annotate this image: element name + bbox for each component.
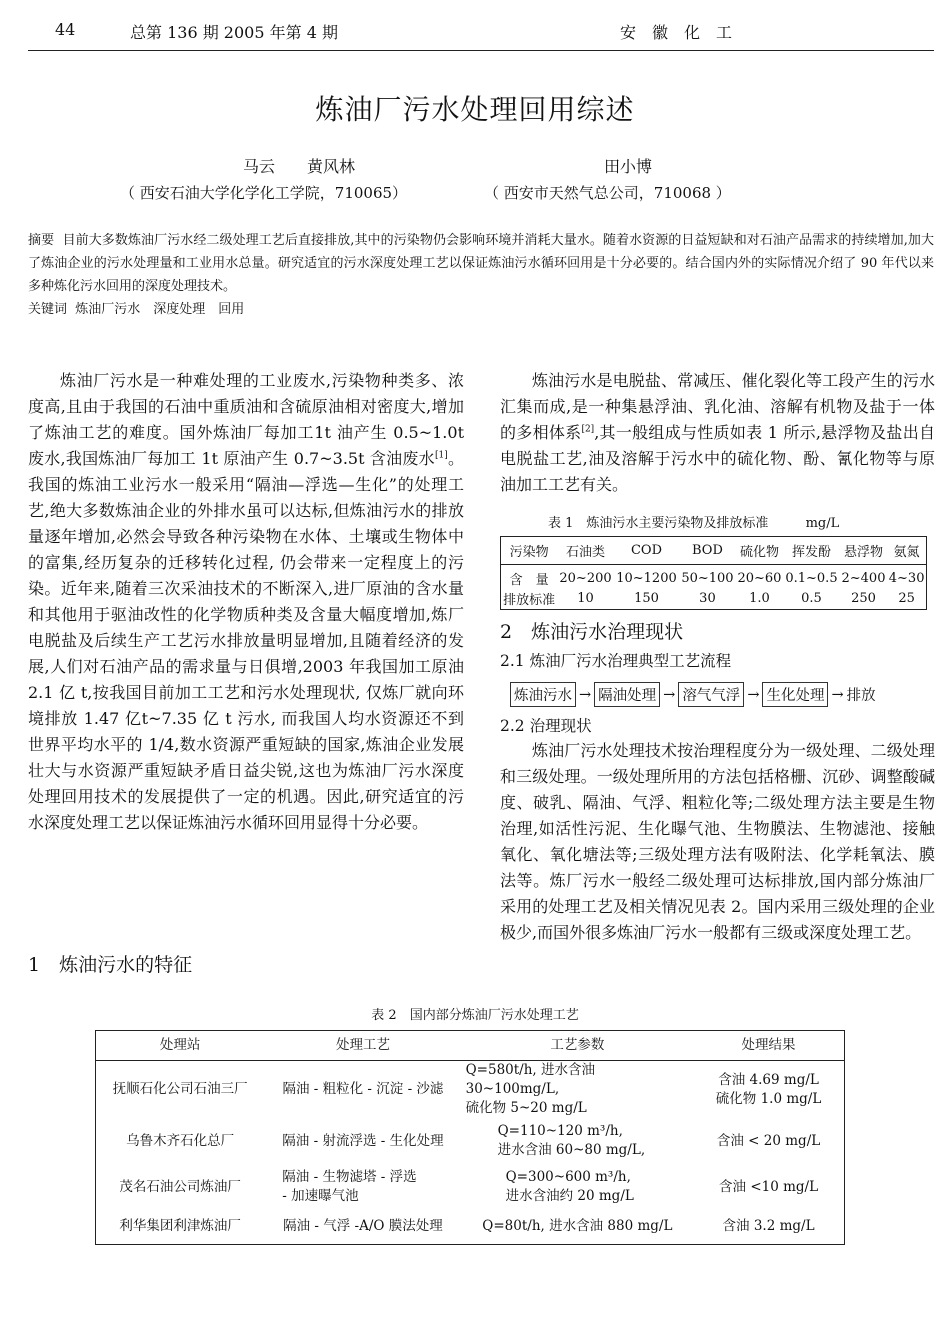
t1-cell: 20~60 <box>737 571 782 586</box>
paper-title: 炼油厂污水处理回用综述 <box>315 93 635 126</box>
left-column <box>28 368 464 836</box>
flow-step: 隔油处理 <box>594 682 660 707</box>
flow-end: 排放 <box>846 688 876 704</box>
keywords-text: 炼油厂污水 深度处理 回用 <box>75 302 245 317</box>
t1-cell: 0.1~0.5 <box>785 571 838 586</box>
citation-1: [1] <box>434 450 448 461</box>
t1-cell: 250 <box>851 590 876 606</box>
table1-unit: mg/L <box>805 516 840 531</box>
t1-cell: 30 <box>699 590 716 606</box>
t1-header: 硫化物 <box>739 545 779 560</box>
t2-params: Q=300~600 m³/h, 进水含油约 20 mg/L <box>505 1169 634 1204</box>
page-number: 44 <box>55 20 76 39</box>
arrow-right-icon: → <box>747 686 760 703</box>
authors-right: 田小博 <box>604 157 653 176</box>
table-row <box>96 1061 845 1119</box>
table1-caption: 表 1 炼油污水主要污染物及排放标准 mg/L <box>548 516 840 531</box>
section-2-2-heading: 2.2 治理现状 <box>500 717 592 735</box>
t1-cell: 50~100 <box>681 571 734 586</box>
t1-header: 石油类 <box>566 545 606 560</box>
flow-step: 炼油污水 <box>510 682 576 707</box>
right-paragraph-2-block <box>500 738 935 946</box>
t1-cell: 2~400 <box>841 571 886 586</box>
t2-header: 处理站 <box>159 1037 201 1053</box>
table-row <box>96 1210 845 1244</box>
t2-params: Q=80t/h, 进水含油 880 mg/L <box>482 1218 673 1235</box>
t1-cell: 25 <box>898 590 915 606</box>
table2 <box>95 1030 845 1245</box>
t1-cell: 10 <box>577 590 594 606</box>
t2-result: 含油 4.69 mg/L 硫化物 1.0 mg/L <box>715 1071 822 1107</box>
t1-cell: 0.5 <box>801 590 822 606</box>
t1-header: 悬浮物 <box>843 545 883 560</box>
t1-cell: 150 <box>634 590 659 606</box>
t2-header: 处理结果 <box>741 1037 796 1053</box>
t2-header: 工艺参数 <box>550 1037 605 1053</box>
header-rule <box>28 50 934 51</box>
t1-cell: 10~1200 <box>616 571 677 586</box>
abstract <box>28 229 934 321</box>
t2-station: 抚顺石化公司石油三厂 <box>112 1081 248 1097</box>
t1-header: 污染物 <box>509 545 549 560</box>
flow-step: 生化处理 <box>762 682 828 707</box>
keywords-label: 关键词 <box>28 302 68 317</box>
t1-row-label: 含 量 <box>509 573 549 588</box>
t1-cell: 20~200 <box>559 571 612 586</box>
t1-header: 氨氮 <box>893 545 920 560</box>
left-paragraph-1: 炼油厂污水是一种难处理的工业废水,污染物种类多、浓度高,且由于我国的石油中重质油和含硫原油相对密度大,增加了炼油工艺的难度。国外炼油厂每加工1t 油产生 0.5~1.0t 废水,我国炼油厂每加工 1t 原油产生 0.7~3.5t 含油废水[1]。我国的炼油工业污水一般采用“隔油—浮选—生化”的处理工艺,绝大多数炼油企业的外排水虽可以达标,但炼油污水的排放量逐年增加,必然会导致各种污染物在水体、土壤或生物体中的富集,经历复杂的迁移转化过程, 仍会带来一定程度上的污染。近年来,随着三次采油技术的不断深入,进厂原油的含水量和其他用于驱油改性的化学物质种类及含量大幅度增加,炼厂电脱盐及后续生产工艺污水排放量明显增加,且随着经济的发展,人们对石油产品的需求量与日俱增,2003 年我国加工原油 2.1 亿 t,按我国目前加工工艺和污水处理现状, 仅炼厂就向环境排放 1.47 亿t~7.35 亿 t 污水, 而我国人均水资源还不到世界平均水平的 1/4,数水资源严重短缺的国家,炼油企业发展壮大与水资源严重短缺矛盾日益尖锐,这也为炼油厂污水深度处理回用技术的发展提供了一定的机遇。因此,研究适宜的污水深度处理工艺以保证炼油污水循环回用显得十分必要。 <box>28 371 464 832</box>
process-flow <box>510 682 876 707</box>
t1-header: 挥发酚 <box>791 545 831 560</box>
t2-process: 隔油 - 射流浮选 - 生化处理 <box>282 1132 444 1149</box>
table1 <box>500 536 927 610</box>
affiliation-right: （ 西安市天然气总公司，710068 ） <box>484 184 731 202</box>
t2-header: 处理工艺 <box>335 1037 390 1053</box>
right-paragraph-1: 炼油污水是电脱盐、常减压、催化裂化等工段产生的污水汇集而成,是一种集悬浮油、乳化油、溶解有机物及盐于一体的多相体系[2],其一般组成与性质如表 1 所示,悬浮物及盐出自电脱盐工艺,油及溶解于污水中的硫化物、酚、氰化物等与原油加工工艺有关。 <box>500 371 935 494</box>
table2-caption: 表 2 国内部分炼油厂污水处理工艺 <box>371 1008 579 1023</box>
authors-left: 马云 黄风林 <box>243 157 356 176</box>
journal-name: 安 徽 化 工 <box>620 23 733 42</box>
arrow-right-icon: → <box>579 686 592 703</box>
t2-params: Q=580t/h, 进水含油 30~100mg/L, 硫化物 5~20 mg/L <box>465 1062 596 1116</box>
t2-station: 乌鲁木齐石化总厂 <box>126 1132 235 1149</box>
right-paragraph-2: 炼油厂污水处理技术按治理程度分为一级处理、二级处理和三级处理。一级处理所用的方法包括格栅、沉砂、调整酸碱度、破乳、隔油、气浮、粗粒化等;二级处理方法主要是生物治理,如活性污泥、生化曝气池、生物膜法、生物滤池、接触氧化、氧化塘法等;三级处理方法有吸附法、化学耗氧法、膜法等。炼厂污水一般经二级处理可达标排放,国内部分炼油厂采用的处理工艺及相关情况见表 2。国内采用三级处理的企业极少,而国外很多炼油厂污水一般都有三级或深度处理工艺。 <box>500 741 935 942</box>
t1-cell: 1.0 <box>749 590 770 606</box>
section-2-1-heading: 2.1 炼油厂污水治理典型工艺流程 <box>500 652 732 670</box>
abstract-label: 摘要 <box>28 233 55 248</box>
t2-result: 含油 <10 mg/L <box>719 1178 819 1195</box>
t2-result: 含油 3.2 mg/L <box>722 1218 815 1235</box>
t1-row-label: 排放标准 <box>503 592 556 608</box>
arrow-right-icon: → <box>831 686 844 703</box>
abstract-text: 目前大多数炼油厂污水经二级处理工艺后直接排放,其中的污染物仍会影响环境并消耗大量水。随着水资源的日益短缺和对石油产品需求的持续增加,加大了炼油企业的污水处理量和工业用水总量。研究适宜的污水深度处理工艺以保证炼油污水循环回用是十分必要的。结合国内外的实际情况介绍了 90 年代以来多种炼化污水回用的深度处理技术。 <box>28 233 934 294</box>
t2-params: Q=110~120 m³/h, 进水含油 60~80 mg/L, <box>497 1123 646 1158</box>
arrow-right-icon: → <box>663 686 676 703</box>
flow-step: 溶气气浮 <box>678 682 744 707</box>
t2-result: 含油 < 20 mg/L <box>716 1132 821 1149</box>
t1-header: COD <box>630 543 662 558</box>
issue-info: 总第 136 期 2005 年第 4 期 <box>130 23 338 42</box>
t1-header: BOD <box>692 543 723 558</box>
table-row <box>96 1118 845 1164</box>
table-row <box>96 1164 845 1210</box>
section-2-heading: 2 炼油污水治理现状 <box>500 621 684 643</box>
t2-process: 隔油 - 生物滤塔 - 浮选 - 加速曝气池 <box>282 1169 417 1204</box>
t2-station: 茂名石油公司炼油厂 <box>119 1178 241 1195</box>
t2-process: 隔油 - 粗粒化 - 沉淀 - 沙滤 <box>282 1081 444 1097</box>
citation-2: [2] <box>581 424 595 435</box>
right-column <box>500 368 935 498</box>
t1-cell: 4~30 <box>888 571 925 586</box>
section-1-heading: 1 炼油污水的特征 <box>28 954 193 976</box>
t2-station: 利华集团利津炼油厂 <box>119 1218 241 1235</box>
affiliation-left: （ 西安石油大学化学化工学院，710065） <box>120 184 408 202</box>
t2-process: 隔油 - 气浮 -A/O 膜法处理 <box>283 1218 443 1235</box>
